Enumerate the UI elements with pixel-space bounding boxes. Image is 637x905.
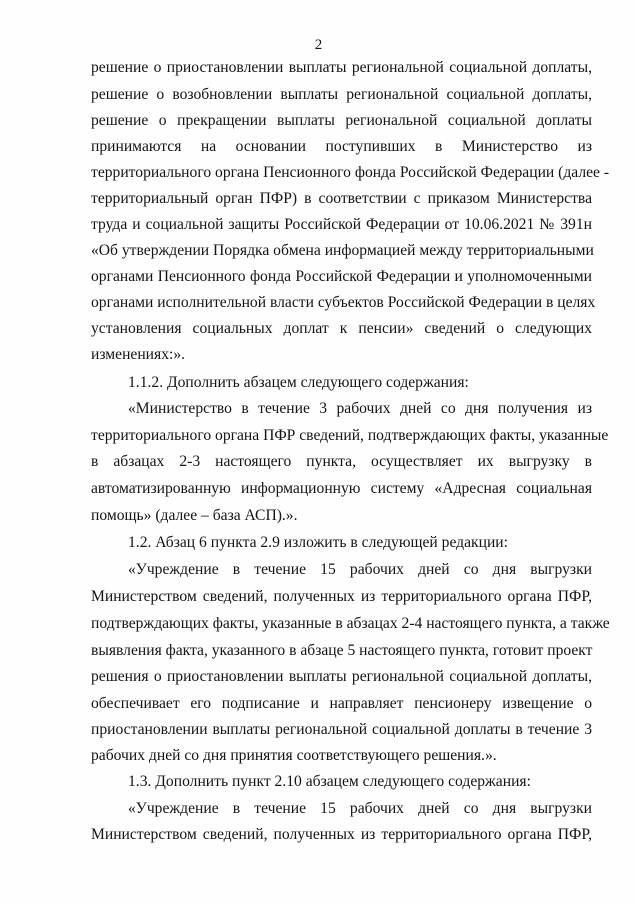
text-line: органами исполнительной власти субъектов Российской Федерации в целях xyxy=(91,294,596,311)
text-line: территориального органа Пенсионного фонда Российской Федерации (далее - xyxy=(91,164,610,181)
page-number: 2 xyxy=(314,37,323,53)
text-line: подтверждающих факты, указанные в абзацах 2-4 настоящего пункта, а также xyxy=(91,615,610,632)
text-line: 1.3. Дополнить пункт 2.10 абзацем следующего содержания: xyxy=(128,773,531,790)
text-line: 1.1.2. Дополнить абзацем следующего содержания: xyxy=(128,374,469,391)
text-line: в абзацах 2-3 настоящего пункта, осуществляет их выгрузку в xyxy=(91,453,592,470)
text-line: изменениях:». xyxy=(91,346,186,363)
text-line: установления социальных доплат к пенсии» сведений о следующих xyxy=(91,320,592,337)
text-line: «Об утверждении Порядка обмена информацией между территориальными xyxy=(91,242,594,259)
text-line: органами Пенсионного фонда Российской Федерации и уполномоченными xyxy=(91,268,592,285)
text-line: «Министерство в течение 3 рабочих дней со дня получения из xyxy=(128,400,592,417)
text-line: решение о приостановлении выплаты региональной социальной доплаты, xyxy=(91,59,592,76)
text-line: автоматизированную информационную систему «Адресная социальная xyxy=(91,480,592,497)
text-line: принимаются на основании поступивших в Министерство из xyxy=(91,138,592,155)
text-line: решение о возобновлении выплаты региональной социальной доплаты, xyxy=(91,86,592,103)
text-line: «Учреждение в течение 15 рабочих дней со дня выгрузки xyxy=(128,800,592,817)
text-line: рабочих дней со дня принятия соответствующего решения.». xyxy=(91,747,497,764)
text-line: приостановлении выплаты региональной социальной доплаты в течение 3 xyxy=(91,721,592,738)
text-line: территориального органа ПФР сведений, подтверждающих факты, указанные xyxy=(91,427,609,444)
text-line: «Учреждение в течение 15 рабочих дней со дня выгрузки xyxy=(128,561,592,578)
text-line: территориальный орган ПФР) в соответствии с приказом Министерства xyxy=(91,190,592,207)
text-line: решение о прекращении выплаты региональной социальной доплаты xyxy=(91,112,592,129)
text-line: 1.2. Абзац 6 пункта 2.9 изложить в следующей редакции: xyxy=(128,534,508,551)
text-line: выявления факта, указанного в абзаце 5 настоящего пункта, готовит проект xyxy=(91,642,593,659)
text-line: помощь» (далее – база АСП).». xyxy=(91,507,298,524)
text-line: Министерством сведений, полученных из территориального органа ПФР, xyxy=(91,588,592,605)
text-line: обеспечивает его подписание и направляет пенсионеру извещение о xyxy=(91,695,592,712)
text-line: решения о приостановлении выплаты региональной социальной доплаты, xyxy=(91,668,592,685)
text-line: труда и социальной защиты Российской Федерации от 10.06.2021 № 391н xyxy=(91,216,592,233)
text-line: Министерством сведений, полученных из территориального органа ПФР, xyxy=(91,826,592,843)
